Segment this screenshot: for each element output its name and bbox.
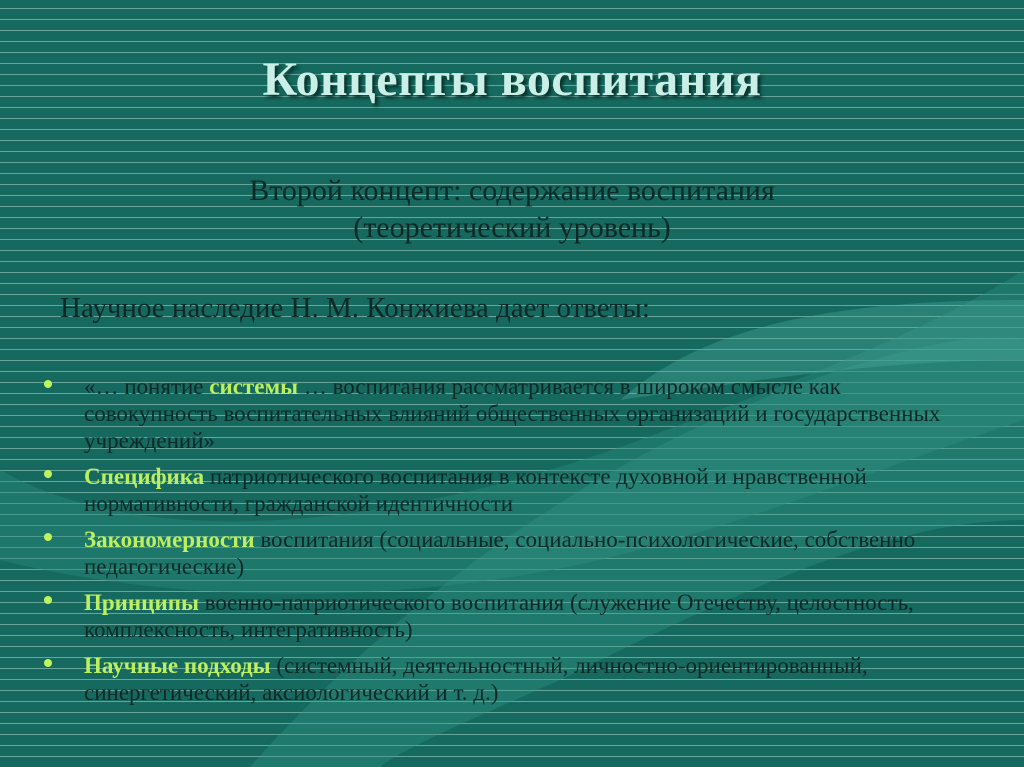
bullet-dot-icon — [44, 380, 52, 388]
subtitle-line-1: Второй концепт: содержание воспитания — [249, 174, 775, 207]
bullet-item — [44, 589, 974, 643]
bullet-text-post: патриотического воспитания в контексте духовной и нравственной нормативности, гражданской идентичности — [84, 464, 867, 516]
bullet-item — [44, 463, 974, 517]
subtitle-line-2: (теоретический уровень) — [353, 211, 671, 244]
bullet-dot-icon — [44, 533, 52, 541]
slide-title: Концепты воспитания — [262, 53, 762, 106]
bullet-dot-icon — [44, 596, 52, 604]
bullet-highlight: Принципы — [84, 590, 199, 615]
bullet-dot-icon — [44, 470, 52, 478]
bullet-highlight: Научные подходы — [84, 653, 271, 678]
bullet-text-pre: «… понятие — [84, 374, 210, 399]
bullet-item — [44, 373, 974, 454]
slide-subtitle — [100, 172, 924, 246]
bullet-item — [44, 652, 974, 706]
bullet-list — [44, 373, 974, 715]
intro-text: Научное наследие Н. М. Конжиева дает ответы: — [60, 292, 650, 324]
bullet-text-post: военно-патриотического воспитания (служение Отечеству, целостность, комплексность, интегративность) — [84, 590, 914, 642]
bullet-item — [44, 526, 974, 580]
bullet-dot-icon — [44, 659, 52, 667]
bullet-highlight: Специфика — [84, 464, 205, 489]
bullet-highlight: системы — [209, 374, 299, 399]
bullet-text-post: (системный, деятельностный, личностно-ориентированный, синергетический, аксиологический и т. д.) — [84, 653, 868, 705]
bullet-text-post: … воспитания рассматривается в широком смысле как совокупность воспитательных влияний общественных организаций и государственных учреждений» — [84, 374, 941, 453]
bullet-text-post: воспитания (социальные, социально-психологические, собственно педагогические) — [84, 527, 916, 579]
bullet-highlight: Закономерности — [84, 527, 255, 552]
